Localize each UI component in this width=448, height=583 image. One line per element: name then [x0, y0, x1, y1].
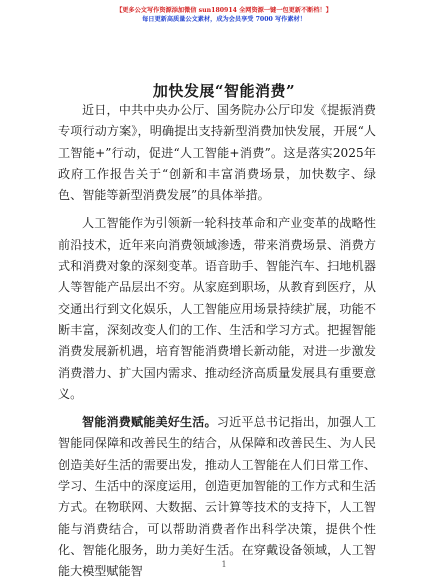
promo-banner-line2: 每日更新高质量公文素材，成为会员享受 7000 写作素材！	[142, 16, 306, 23]
promo-banner-line1: 【更多公文写作资源添加微信 sun180914 全网资源一键一包更新不断档！】	[116, 7, 332, 14]
document-body	[58, 100, 376, 583]
paragraph-3	[58, 412, 376, 582]
page-number: 1	[221, 560, 227, 569]
paragraph-2: 人工智能作为引领新一轮科技革命和产业变革的战略性前沿技术，近年来向消费领域渗透，带来消费场景、消费方式和消费对象的深刻变革。语音助手、智能汽车、扫地机器人等智能产品层出不穷。从家庭到职场，从教育到医疗，从交通出行到文化娱乐，人工智能应用场景持续扩展，功能不断丰富，深刻改变人们的工作、生活和学习方式。把握智能消费发展新机遇，培育智能消费增长新动能，对进一步激发消费潜力、扩大国内需求、推动经济高质量发展具有重要意义。	[58, 216, 376, 401]
paragraph-3-lead: 智能消费赋能美好生活。	[82, 415, 217, 430]
promo-banner	[0, 6, 448, 24]
paragraph-3-text: 习近平总书记指出，加强人工智能同保障和改善民生的结合，从保障和改善民生、为人民创造美好生活的需要出发，推动人工智能在人们日常工作、学习、生活中的深度运用，创造更加智能的工作方式和生活方式。在物联网、大数据、云计算等技术的支持下，人工智能与消费结合，可以帮助消费者作出科学决策，提供个性化、智能化服务，助力美好生活。在穿戴设备领域，人工智能大模型赋能智	[58, 415, 376, 579]
document-title: 加快发展“智能消费”	[152, 82, 296, 100]
paragraph-1: 近日，中共中央办公厅、国务院办公厅印发《提振消费专项行动方案》，明确提出支持新型消费加快发展，开展“人工智能+”行动，促进“人工智能+消费”。这是落实2025年政府工作报告关于“创新和丰富消费场景，加快数字、绿色、智能等新型消费发展”的具体举措。	[58, 103, 376, 203]
